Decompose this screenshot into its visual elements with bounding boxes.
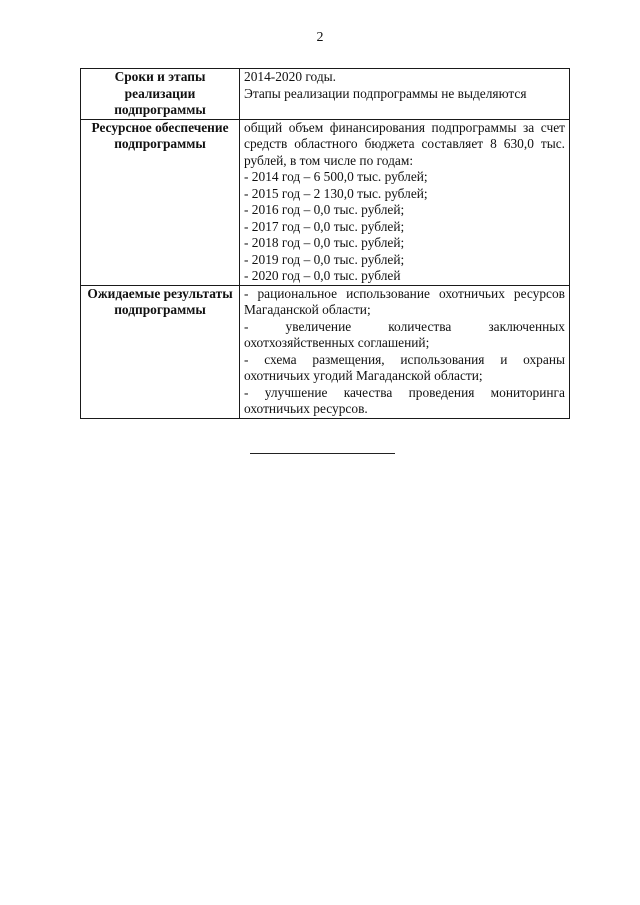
timing-period-text: 2014-2020 годы. [244,69,336,84]
table-row-funding [81,119,570,285]
page-number: 2 [316,30,324,45]
timing-stages-text: Этапы реализации подпрограммы не выделяются [244,85,527,101]
funding-year-2017: - 2017 год – 0,0 тыс. рублей; [244,218,405,234]
funding-year-2018: - 2018 год – 0,0 тыс. рублей; [244,235,405,250]
result-item-3: - схема размещения, использования и охраны охотничьих угодий Магаданской области; [244,351,565,383]
row-label-results: Ожидаемые результаты подпрограммы [81,285,240,418]
row-content-results [240,285,570,418]
table-row-results [81,285,570,418]
closing-rule [250,453,395,454]
funding-year-2016: - 2016 год – 0,0 тыс. рублей; [244,202,405,217]
row-label-funding: Ресурсное обеспечение подпрограммы [81,119,240,285]
table-row-timing [81,69,570,120]
funding-year-2015: - 2015 год – 2 130,0 тыс. рублей; [244,185,428,201]
row-content-timing [240,69,570,120]
result-item-2: - увеличение количества заключенных охотхозяйственных соглашений; [244,318,565,350]
funding-year-2020: - 2020 год – 0,0 тыс. рублей [244,268,401,283]
funding-year-2014: - 2014 год – 6 500,0 тыс. рублей; [244,169,428,184]
row-content-funding [240,119,570,285]
result-item-1: - рациональное использование охотничьих ресурсов Магаданской области; [244,285,565,317]
funding-year-2019: - 2019 год – 0,0 тыс. рублей; [244,251,405,267]
row-label-timing: Сроки и этапы реализации подпрограммы [81,69,240,120]
subprogram-passport-table [80,68,570,419]
funding-total-text: общий объем финансирования подпрограммы за счет средств областного бюджета составляет 8 630,0 тыс. рублей, в том числе по годам: [244,119,565,168]
result-item-4: - улучшение качества проведения мониторинга охотничьих ресурсов. [244,384,565,416]
